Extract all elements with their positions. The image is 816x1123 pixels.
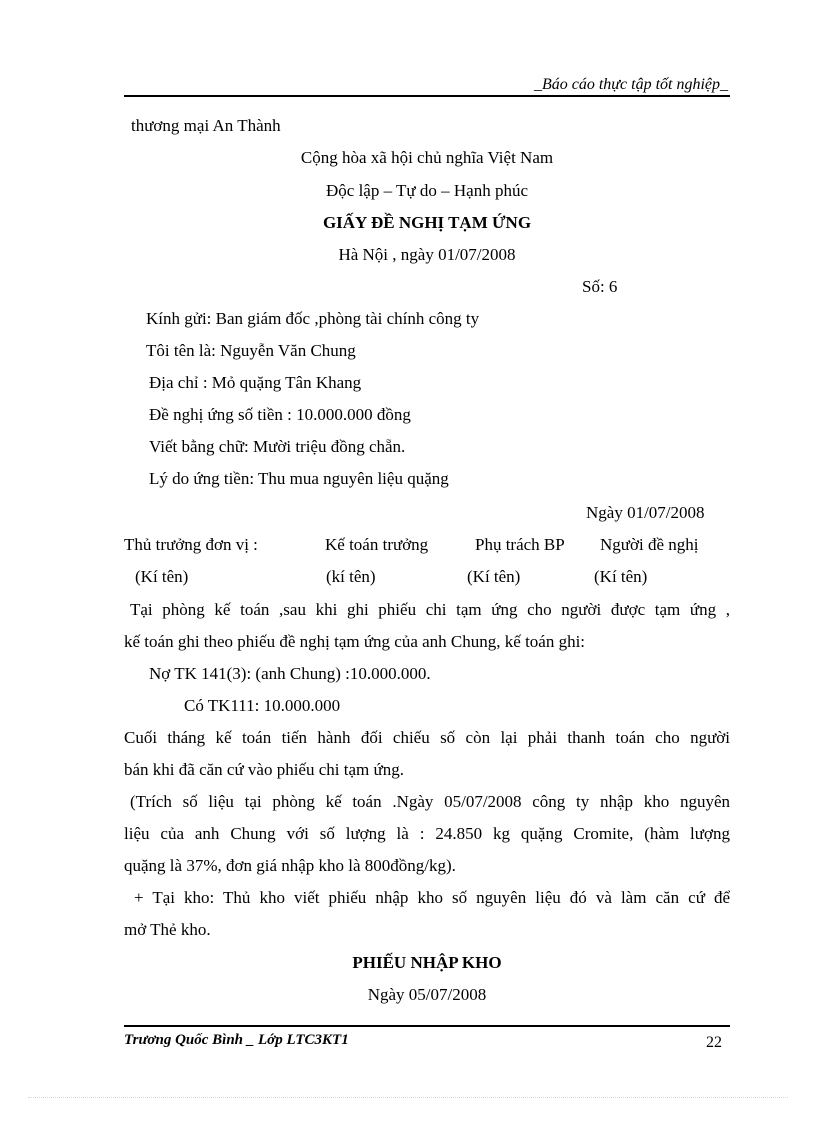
page-edge-divider [28, 1097, 788, 1098]
national-motto-line1: Cộng hòa xã hội chủ nghĩa Việt Nam [300, 148, 554, 167]
journal-debit: Nợ TK 141(3): (anh Chung) :10.000.000. [149, 664, 431, 683]
signer-note-requester: (Kí tên) [594, 567, 648, 586]
signer-note-department: (Kí tên) [467, 567, 521, 586]
running-header: _Báo cáo thực tập tốt nghiệp_ [533, 76, 728, 93]
field-address: Địa chỉ : Mỏ quặng Tân Khang [149, 373, 362, 392]
paragraph-2-line-1: Cuối tháng kế toán tiến hành đối chiếu số còn lại phải thanh toán cho người [124, 728, 730, 747]
field-recipient: Kính gửi: Ban giám đốc ,phòng tài chính công ty [146, 309, 480, 328]
signer-note-head: (Kí tên) [135, 567, 189, 586]
paragraph-4-line-1: + Tại kho: Thủ kho viết phiếu nhập kho số nguyên liệu đó và làm căn cứ để [134, 888, 730, 907]
paragraph-1-line-1: Tại phòng kế toán ,sau khi ghi phiếu chi tạm ứng cho người được tạm ứng , [130, 600, 730, 619]
sign-date: Ngày 01/07/2008 [586, 503, 705, 522]
form-number: Số: 6 [582, 277, 618, 296]
paragraph-3-line-1: (Trích số liệu tại phòng kế toán .Ngày 05/07/2008 công ty nhập kho nguyên [130, 792, 730, 811]
field-amount: Đề nghị ứng số tiền : 10.000.000 đồng [149, 405, 411, 424]
national-motto-line2: Độc lập – Tự do – Hạnh phúc [326, 181, 528, 200]
paragraph-1-line-2: kế toán ghi theo phiếu đề nghị tạm ứng của anh Chung, kế toán ghi: [124, 632, 586, 651]
paragraph-3-line-3: quặng là 37%, đơn giá nhập kho là 800đồng/kg). [124, 856, 456, 875]
field-amount-words: Viết bằng chữ: Mười triệu đồng chẵn. [149, 437, 406, 456]
paragraph-2-line-2: bán khi đã căn cứ vào phiếu chi tạm ứng. [124, 760, 404, 779]
signer-role-requester: Người đề nghị [600, 535, 699, 554]
receipt-title: PHIẾU NHẬP KHO [352, 953, 502, 972]
paragraph-3-line-2: liệu của anh Chung với số lượng là : 24.850 kg quặng Cromite, (hàm lượng [124, 824, 730, 843]
footer-rule [124, 1025, 730, 1027]
field-reason: Lý do ứng tiền: Thu mua nguyên liệu quặng [149, 469, 449, 488]
header-rule [124, 95, 730, 97]
page-number: 22 [706, 1034, 722, 1051]
footer-author: Trương Quốc Bình _ Lớp LTC3KT1 [124, 1032, 349, 1048]
journal-credit: Có TK111: 10.000.000 [184, 696, 341, 715]
signer-role-chief-accountant: Kế toán trưởng [325, 535, 429, 554]
signer-role-department: Phụ trách BP [475, 535, 565, 554]
signer-note-chief-accountant: (kí tên) [326, 567, 376, 586]
receipt-date: Ngày 05/07/2008 [367, 985, 487, 1004]
form-place-date: Hà Nội , ngày 01/07/2008 [338, 245, 516, 264]
field-name: Tôi tên là: Nguyễn Văn Chung [146, 341, 356, 360]
paragraph-4-line-2: mở Thẻ kho. [124, 920, 211, 939]
form-title: GIẤY ĐỀ NGHỊ TẠM ỨNG [322, 213, 532, 232]
intro-line: thương mại An Thành [131, 116, 281, 135]
signer-role-head: Thủ trưởng đơn vị : [124, 535, 258, 554]
